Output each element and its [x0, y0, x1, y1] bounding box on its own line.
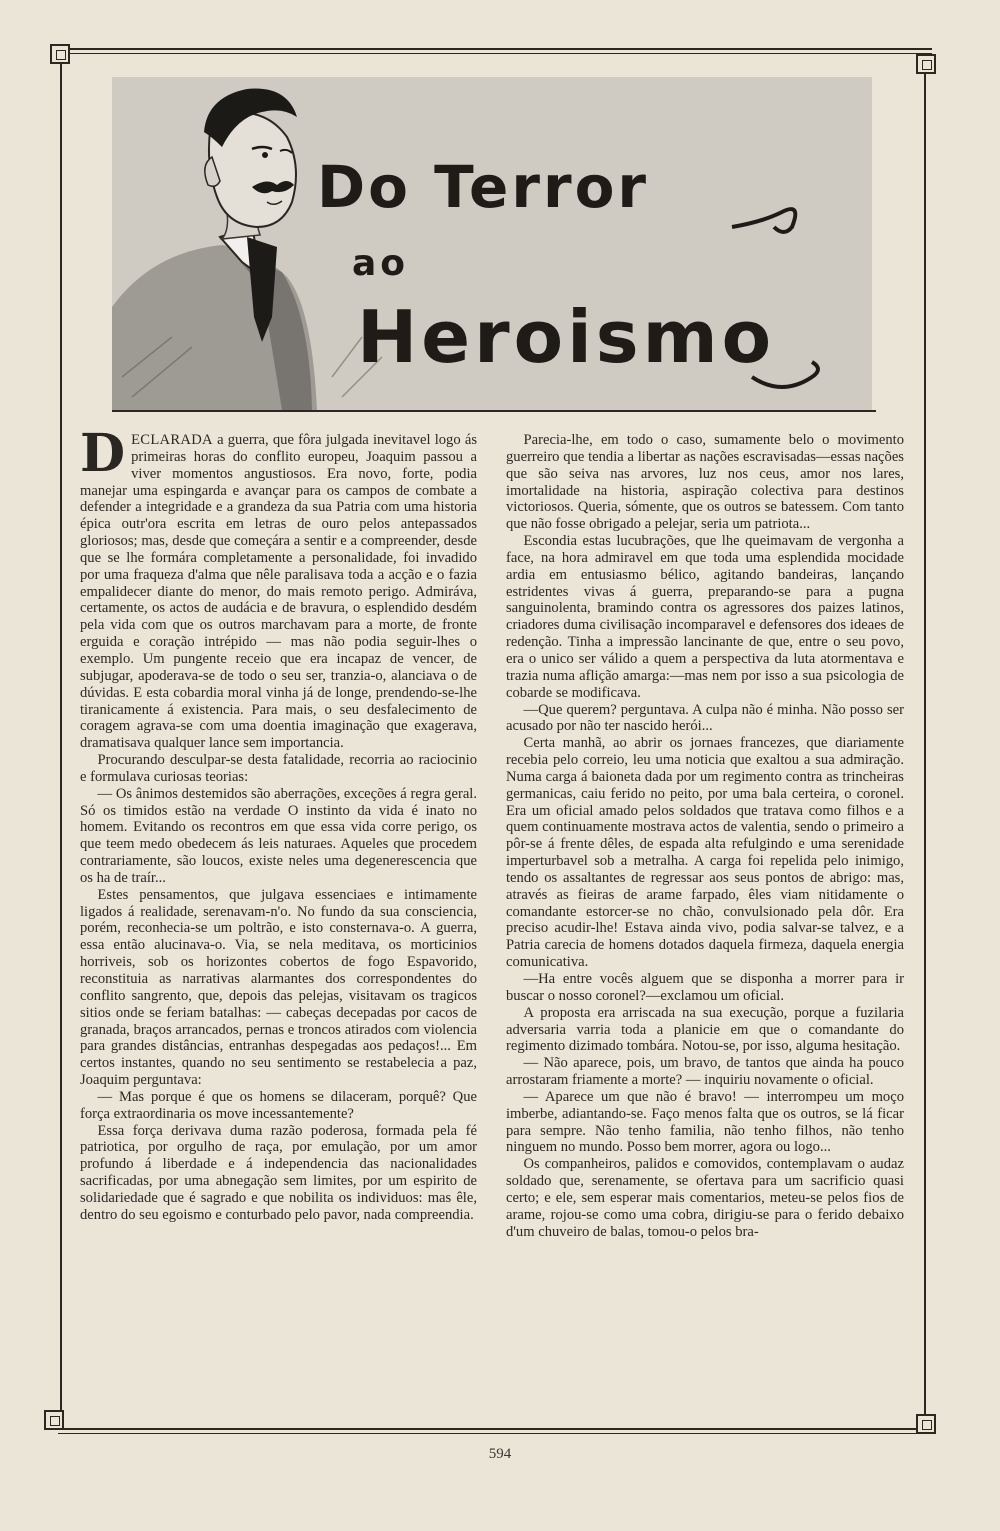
drop-cap: D [80, 432, 126, 484]
paragraph: Parecia-lhe, em todo o caso, sumamente belo o movimento guerreiro que tendia a libertar as nações escravisadas—essas nações que são seiva nas arvores, luz nos ceus, amor nos lares, imortalidade na historia, aspiração colectiva para destinos victoriosos. Queria, sómente, que os outros se batessem. Com tanto que não fosse obrigado a pelejar, seria um patriota... [506, 432, 904, 533]
corner-ornament-top-right [916, 54, 936, 74]
paragraph: Estes pensamentos, que julgava essenciaes e intimamente ligados á realidade, serenavam-n'o. No fundo da sua consciencia, porém, reconhecia-se um poltrão, e isto consternava-o. A guerra, essa então alucinava-o. Via, se nela meditava, os morticinios horriveis, sob os horizontes cobertos de fogo Espavorido, reconstituia as narrativas alarmantes dos correspondentes do conflito sangrento, que, depois das pelejas, visitavam os tragicos sitios onde se feriam batalhas: — cabeças decepadas por cacos de granada, braços arrancados, pernas e troncos atirados com violencia para grandes distâncias, entranhas despegadas aos pedaços!... Em certos instantes, quando no seu sentimento se restabelecia a paz, Joaquim perguntava: [80, 886, 477, 1089]
title-line-1: Do Terror [317, 153, 650, 221]
lead-text: a guerra, que fôra julgada inevitavel logo ás primeiras horas do conflito europeu, Joaquim passou a viver momentos angustiosos. Era novo, forte, podia manejar uma espingarda e avançar para os campos de combate a defender a integridade e a grandeza da sua Patria com uma historia épica outr'ora escrita em letras de ouro pelos antepassados gloriosos; mas, desde que começára a sentir e a compreender, desde que se lhe formára completamente a personalidade, foi invadido por uma fraqueza d'alma que nêle paralisava toda a acção e o fazia empalidecer diante do menor, do mais remoto perigo. Admiráva, certamente, os actos de audácia e de bravura, o esplendido desdém pela vida com que os outros marchavam para a morte, de fronte erguida e coração intrépido — mas não podia seguir-lhes o exemplo. Um pungente receio que era incapaz de vencer, de subjugar, apoderava-se de todo o seu ser, tranzia-o, alanciava o de dúvidas. E esta cobardia moral vinha já de longe, prendendo-se-lhe tiranicamente á existencia. Para mais, o seu desfalecimento de coragem agrava-se com uma doentia imaginação que exagerava, dramatisava qualquer lance sem importancia. [80, 432, 477, 752]
page-number: 594 [488, 1446, 512, 1462]
corner-ornament-bottom-right [916, 1414, 936, 1434]
portrait-illustration [112, 77, 872, 410]
title-line-3: Heroismo [357, 295, 776, 379]
article-column-right [506, 432, 904, 1432]
paragraph: — Aparece um que não é bravo! — interrompeu um moço imberbe, adiantando-se. Faço menos falta que os outros, se lá ficar para sempre. Não tenho familia, não tenho filhos, não tenho ninguem no mundo. Posso bem morrer, agora ou logo... [506, 1088, 904, 1156]
frame-right-line [924, 60, 926, 1422]
header-illustration [112, 77, 872, 410]
paragraph: — Mas porque é que os homens se dilaceram, porquê? Que força extraordinaria os move incessantemente? [80, 1088, 477, 1122]
paragraph: — Os ânimos destemidos são aberrações, exceções á regra geral. Só os timidos estão na verdade O instinto da vida é inato no homem. Evitando os recontros em que essa vida corre perigo, os que teem medo obedecem ás leis naturaes. Aqueles que procedem contrariamente, são loucos, existe neles uma degenerescencia que os ha de traír... [80, 785, 477, 886]
frame-top-line [58, 48, 932, 50]
paragraph-lead [80, 432, 477, 752]
lead-caps: ECLARADA [131, 432, 213, 448]
paragraph: Procurando desculpar-se desta fatalidade, recorria ao raciocinio e formulava curiosas teorias: [80, 752, 477, 785]
paragraph: Escondia estas lucubrações, que lhe queimavam de vergonha a face, na hora admiravel em que toda uma esplendida mocidade ardia em entusiasmo bélico, agitando bandeiras, lançando estridentes vivas á guerra, preparando-se para a pugna sanguinolenta, bramindo contra os agressores dos paizes latinos, criadores duma civilisação incomparavel e defensores dos ideaes de redenção. Tinha a impressão lancinante de que, entre o seu povo, era o unico ser válido a quem a perspectiva da luta atormentava e trazia numa aflição amarga:—mas nem por isso a sua psicologia de cobarde se modificava. [506, 533, 904, 701]
paragraph: —Que querem? perguntava. A culpa não é minha. Não posso ser acusado por não ter nascido herói... [506, 701, 904, 735]
article-column-left [80, 432, 477, 1432]
paragraph: Certa manhã, ao abrir os jornaes francezes, que diariamente recebia pelo correio, leu uma noticia que exaltou a sua admiração. Numa carga á baioneta dada por um regimento contra as trincheiras germanicas, caiu ferido no peito, por uma bala certeira, o coronel. Era um oficial amado pelos soldados que tratava como filhos e a quem continuamente mostrava actos de valentia, sendo o primeiro a pôr-se á frente dêles, de espada alta refulgindo e uma serenidade imperturbavel sob a metralha. A carga foi repelida pelo inimigo, tendo os assaltantes de regressar aos seus pontos de abrigo: mas, através as fieiras de arame farpado, êles viam nitidamente o comandante estorcer-se no chão, convulsionado pela dôr. Era preciso acudir-lhe! Estava ainda vivo, podia salvar-se talvez, e a Patria carecia de homens dotados daquela firmeza, daquela energia comunicativa. [506, 735, 904, 971]
frame-top-line-inner [58, 53, 932, 54]
paragraph: —Ha entre vocês alguem que se disponha a morrer para ir buscar o nosso coronel?—exclamou um oficial. [506, 971, 904, 1004]
paragraph: Essa força derivava duma razão poderosa, formada pela fé patriotica, por orgulho de raça, por emulação, por um amor profundo á liberdade e á independencia das nacionalidades sacrificadas, por uma abnegação sem limites, por um espirito de solidariedade que é sagrado e que nobilita os individuos: mas êle, dentro do seu egoismo e conturbado pelo pavor, nada compreendia. [80, 1122, 477, 1223]
frame-left-line [60, 60, 62, 1422]
corner-ornament-top-left [50, 44, 70, 64]
title-line-2: ao [352, 243, 410, 284]
paragraph: — Não aparece, pois, um bravo, de tantos que ainda ha pouco arrostaram friamente a morte? — inquiriu novamente o oficial. [506, 1055, 904, 1089]
corner-ornament-bottom-left [44, 1410, 64, 1430]
header-rule [112, 410, 876, 412]
paragraph: A proposta era arriscada na sua execução, porque a fuzilaria adversaria varria toda a planicie em que o comandante do regimento dizimado tombára. Notou-se, por isso, alguma hesitação. [506, 1004, 904, 1055]
frame-bottom-line-inner [58, 1433, 932, 1434]
paragraph: Os companheiros, palidos e comovidos, contemplavam o audaz soldado que, serenamente, se ofertava para um sacrificio quasi certo; e ele, sem esperar mais comentarios, meteu-se pelos fios de arame, rojou-se como uma cobra, dirigiu-se para o ferido debaixo d'um chuveiro de balas, tomou-o pelos bra- [506, 1156, 904, 1240]
